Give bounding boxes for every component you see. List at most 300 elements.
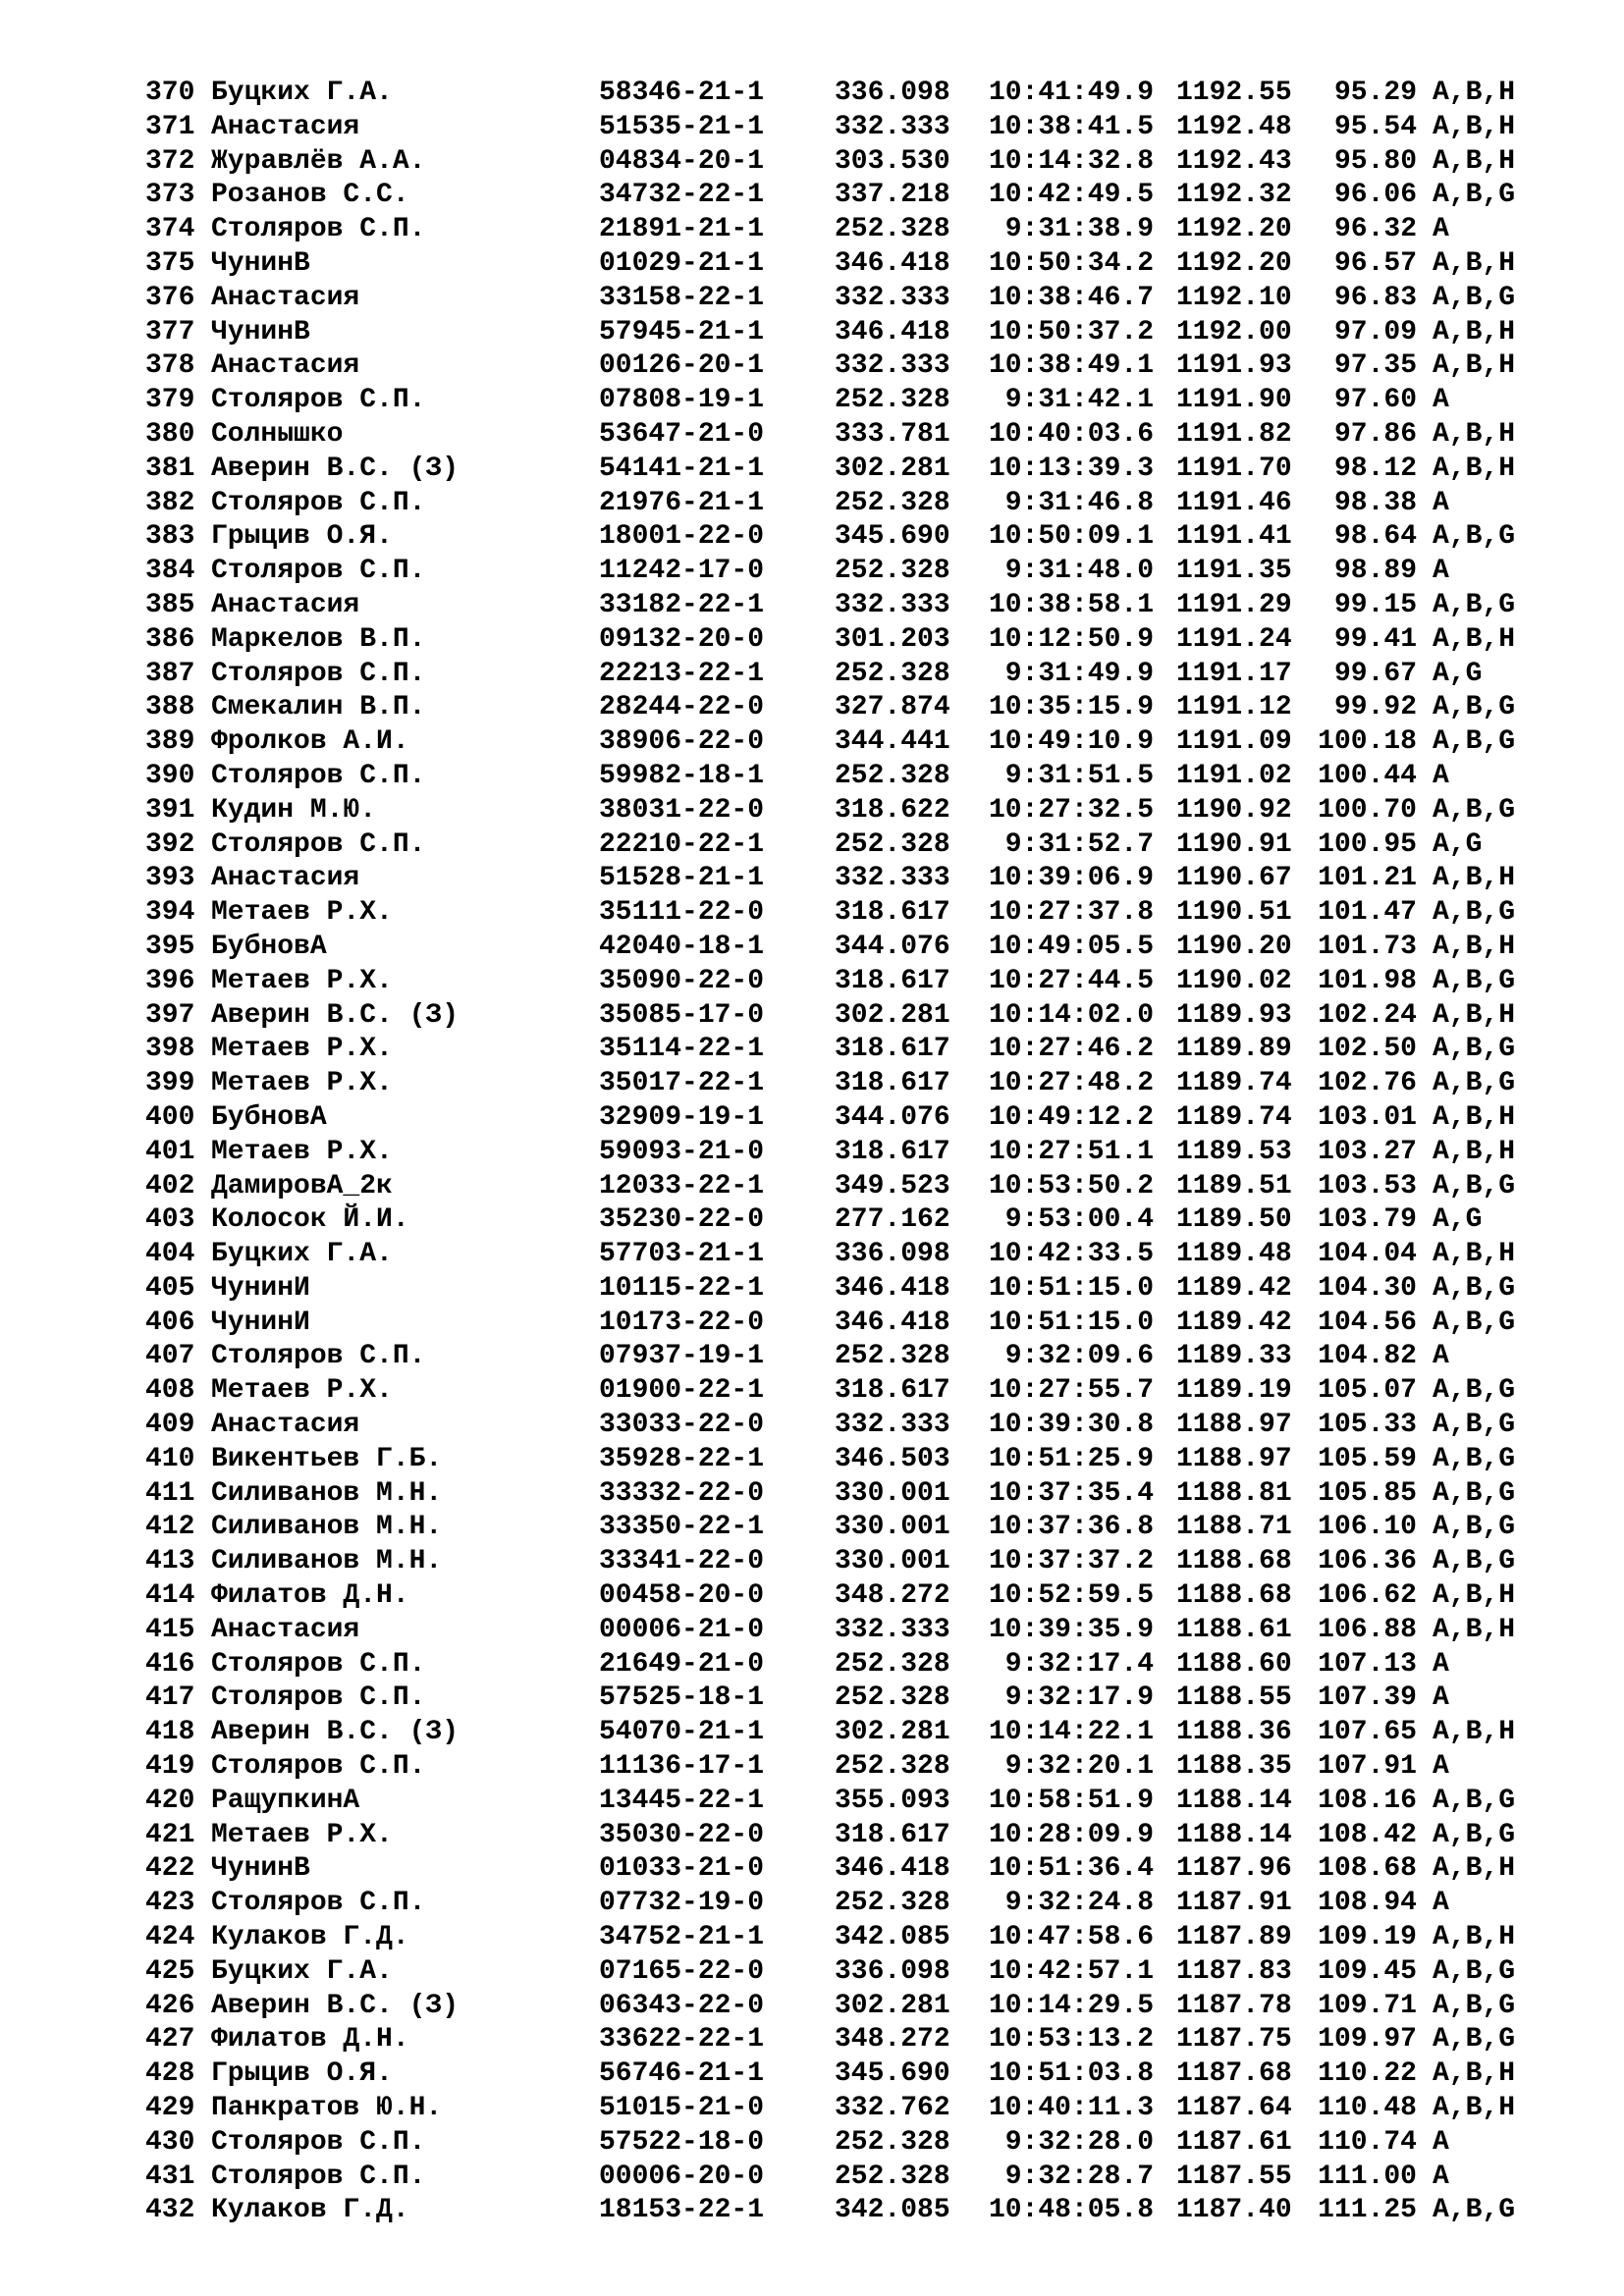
percent: 110.22 bbox=[1318, 2058, 1417, 2090]
arrival-time: 10:40:11.3 bbox=[988, 2093, 1154, 2124]
percent: 109.71 bbox=[1318, 1990, 1417, 2021]
arrival-time: 10:49:12.2 bbox=[988, 1101, 1154, 1133]
fancier-name: Грыцив О.Я. bbox=[211, 521, 393, 553]
speed: 1191.46 bbox=[1176, 487, 1292, 518]
place-number: 374 bbox=[145, 214, 195, 245]
arrival-time: 10:42:57.1 bbox=[988, 1955, 1154, 1987]
arrival-time: 10:27:48.2 bbox=[988, 1068, 1154, 1099]
category-flags: A,B,H bbox=[1433, 1614, 1516, 1645]
distance: 348.272 bbox=[835, 2024, 950, 2056]
speed: 1192.00 bbox=[1176, 316, 1292, 347]
fancier-name: Силиванов М.Н. bbox=[211, 1512, 443, 1543]
place-number: 428 bbox=[145, 2058, 195, 2090]
distance: 301.203 bbox=[835, 623, 950, 655]
place-number: 370 bbox=[145, 78, 195, 108]
distance: 349.523 bbox=[835, 1170, 950, 1201]
category-flags: A,B,G bbox=[1433, 1477, 1516, 1509]
fancier-name: Столяров С.П. bbox=[211, 385, 426, 416]
arrival-time: 10:53:13.2 bbox=[988, 2024, 1154, 2056]
category-flags: A,B,H bbox=[1433, 453, 1516, 484]
arrival-time: 10:38:58.1 bbox=[988, 589, 1154, 620]
arrival-time: 10:53:50.2 bbox=[988, 1170, 1154, 1201]
category-flags: A,B,H bbox=[1433, 247, 1516, 279]
ring-number: 57522-18-0 bbox=[599, 2126, 765, 2158]
arrival-time: 9:32:09.6 bbox=[1004, 1341, 1154, 1372]
category-flags: A,B,H bbox=[1433, 1853, 1516, 1885]
distance: 252.328 bbox=[835, 1648, 950, 1680]
speed: 1189.74 bbox=[1176, 1068, 1292, 1099]
speed: 1188.60 bbox=[1176, 1648, 1292, 1680]
percent: 103.27 bbox=[1318, 1136, 1417, 1167]
table-row bbox=[145, 1511, 1579, 1545]
fancier-name: Панкратов Ю.Н. bbox=[211, 2093, 443, 2124]
speed: 1192.55 bbox=[1176, 78, 1292, 108]
category-flags: A,B,G bbox=[1433, 1955, 1516, 1987]
table-row bbox=[145, 453, 1579, 487]
fancier-name: Столяров С.П. bbox=[211, 1751, 426, 1783]
percent: 108.16 bbox=[1318, 1785, 1417, 1816]
ring-number: 21891-21-1 bbox=[599, 214, 765, 245]
speed: 1187.83 bbox=[1176, 1955, 1292, 1987]
fancier-name: Маркелов В.П. bbox=[211, 623, 426, 655]
arrival-time: 10:14:02.0 bbox=[988, 999, 1154, 1031]
ring-number: 18001-22-0 bbox=[599, 521, 765, 553]
ring-number: 35230-22-0 bbox=[599, 1204, 765, 1236]
table-row bbox=[145, 418, 1579, 453]
fancier-name: Столяров С.П. bbox=[211, 760, 426, 791]
fancier-name: Метаев Р.Х. bbox=[211, 1375, 393, 1407]
fancier-name: Анастасия bbox=[211, 282, 360, 313]
distance: 346.418 bbox=[835, 1853, 950, 1885]
place-number: 390 bbox=[145, 760, 195, 791]
category-flags: A,B,H bbox=[1433, 111, 1516, 142]
place-number: 417 bbox=[145, 1682, 195, 1714]
category-flags: A,B,H bbox=[1433, 2093, 1516, 2124]
ring-number: 12033-22-1 bbox=[599, 1170, 765, 1201]
distance: 252.328 bbox=[835, 2126, 950, 2158]
table-row bbox=[145, 1340, 1579, 1374]
fancier-name: Метаев Р.Х. bbox=[211, 965, 393, 996]
percent: 96.57 bbox=[1333, 247, 1417, 279]
speed: 1188.97 bbox=[1176, 1410, 1292, 1441]
table-row bbox=[145, 316, 1579, 350]
speed: 1190.20 bbox=[1176, 931, 1292, 962]
distance: 318.622 bbox=[835, 794, 950, 826]
fancier-name: ЧунинВ bbox=[211, 247, 310, 279]
ring-number: 51015-21-0 bbox=[599, 2093, 765, 2124]
speed: 1191.29 bbox=[1176, 589, 1292, 620]
ring-number: 57525-18-1 bbox=[599, 1682, 765, 1714]
speed: 1187.40 bbox=[1176, 2195, 1292, 2226]
fancier-name: Буцких Г.А. bbox=[211, 1239, 393, 1270]
table-row bbox=[145, 2092, 1579, 2126]
category-flags: A,B,H bbox=[1433, 863, 1516, 894]
table-row bbox=[145, 282, 1579, 316]
percent: 96.32 bbox=[1333, 214, 1417, 245]
place-number: 396 bbox=[145, 965, 195, 996]
table-row bbox=[145, 384, 1579, 418]
speed: 1188.14 bbox=[1176, 1819, 1292, 1850]
arrival-time: 10:52:59.5 bbox=[988, 1580, 1154, 1612]
distance: 330.001 bbox=[835, 1546, 950, 1577]
fancier-name: Столяров С.П. bbox=[211, 1648, 426, 1680]
category-flags: A,B,H bbox=[1433, 1136, 1516, 1167]
fancier-name: Метаев Р.Х. bbox=[211, 1034, 393, 1065]
table-row bbox=[145, 349, 1579, 384]
distance: 318.617 bbox=[835, 897, 950, 929]
distance: 252.328 bbox=[835, 214, 950, 245]
percent: 95.54 bbox=[1333, 111, 1417, 142]
speed: 1188.97 bbox=[1176, 1443, 1292, 1474]
distance: 346.418 bbox=[835, 1272, 950, 1304]
table-row bbox=[145, 1067, 1579, 1101]
arrival-time: 10:38:49.1 bbox=[988, 350, 1154, 382]
table-row bbox=[145, 1955, 1579, 1990]
category-flags: A bbox=[1433, 385, 1449, 416]
distance: 318.617 bbox=[835, 1034, 950, 1065]
speed: 1187.61 bbox=[1176, 2126, 1292, 2158]
fancier-name: Грыцив О.Я. bbox=[211, 2058, 393, 2090]
table-row bbox=[145, 213, 1579, 247]
fancier-name: Колосок Й.И. bbox=[211, 1204, 409, 1236]
ring-number: 56746-21-1 bbox=[599, 2058, 765, 2090]
category-flags: A,B,G bbox=[1433, 521, 1516, 553]
place-number: 393 bbox=[145, 863, 195, 894]
distance: 302.281 bbox=[835, 1990, 950, 2021]
ring-number: 51528-21-1 bbox=[599, 863, 765, 894]
fancier-name: БубновА bbox=[211, 1101, 327, 1133]
arrival-time: 10:27:51.1 bbox=[988, 1136, 1154, 1167]
ring-number: 33033-22-0 bbox=[599, 1410, 765, 1441]
place-number: 387 bbox=[145, 658, 195, 689]
place-number: 430 bbox=[145, 2126, 195, 2158]
category-flags: A,B,G bbox=[1433, 2024, 1516, 2056]
arrival-time: 10:51:36.4 bbox=[988, 1853, 1154, 1885]
percent: 101.98 bbox=[1318, 965, 1417, 996]
ring-number: 35030-22-0 bbox=[599, 1819, 765, 1850]
ring-number: 33158-22-1 bbox=[599, 282, 765, 313]
percent: 107.13 bbox=[1318, 1648, 1417, 1680]
table-row bbox=[145, 2057, 1579, 2092]
table-row bbox=[145, 520, 1579, 555]
arrival-time: 10:48:05.8 bbox=[988, 2195, 1154, 2226]
percent: 96.06 bbox=[1333, 180, 1417, 211]
arrival-time: 10:50:37.2 bbox=[988, 316, 1154, 347]
table-row bbox=[145, 658, 1579, 692]
category-flags: A,B,H bbox=[1433, 1101, 1516, 1133]
table-row bbox=[145, 862, 1579, 896]
table-row bbox=[145, 555, 1579, 589]
category-flags: A,B,G bbox=[1433, 1068, 1516, 1099]
ring-number: 01900-22-1 bbox=[599, 1375, 765, 1407]
category-flags: A,B,G bbox=[1433, 692, 1516, 723]
place-number: 415 bbox=[145, 1614, 195, 1645]
speed: 1189.33 bbox=[1176, 1341, 1292, 1372]
place-number: 423 bbox=[145, 1888, 195, 1919]
arrival-time: 9:53:00.4 bbox=[1004, 1204, 1154, 1236]
fancier-name: Столяров С.П. bbox=[211, 1341, 426, 1372]
table-row bbox=[145, 1921, 1579, 1955]
ring-number: 00006-21-0 bbox=[599, 1614, 765, 1645]
distance: 336.098 bbox=[835, 1955, 950, 1987]
fancier-name: Филатов Д.Н. bbox=[211, 2024, 409, 2056]
place-number: 424 bbox=[145, 1922, 195, 1953]
category-flags: A bbox=[1433, 1648, 1449, 1680]
percent: 107.65 bbox=[1318, 1717, 1417, 1748]
distance: 332.333 bbox=[835, 589, 950, 620]
table-row bbox=[145, 1033, 1579, 1067]
place-number: 373 bbox=[145, 180, 195, 211]
fancier-name: Столяров С.П. bbox=[211, 828, 426, 860]
table-row bbox=[145, 965, 1579, 999]
distance: 330.001 bbox=[835, 1512, 950, 1543]
speed: 1190.92 bbox=[1176, 794, 1292, 826]
ring-number: 10115-22-1 bbox=[599, 1272, 765, 1304]
place-number: 379 bbox=[145, 385, 195, 416]
ring-number: 38906-22-0 bbox=[599, 726, 765, 758]
table-row bbox=[145, 1136, 1579, 1170]
category-flags: A bbox=[1433, 1888, 1449, 1919]
speed: 1188.61 bbox=[1176, 1614, 1292, 1645]
arrival-time: 9:31:49.9 bbox=[1004, 658, 1154, 689]
table-row bbox=[145, 623, 1579, 658]
distance: 332.333 bbox=[835, 1410, 950, 1441]
category-flags: A,B,G bbox=[1433, 1410, 1516, 1441]
distance: 252.328 bbox=[835, 1682, 950, 1714]
distance: 348.272 bbox=[835, 1580, 950, 1612]
arrival-time: 10:40:03.6 bbox=[988, 418, 1154, 450]
speed: 1187.55 bbox=[1176, 2161, 1292, 2192]
percent: 104.04 bbox=[1318, 1239, 1417, 1270]
place-number: 409 bbox=[145, 1410, 195, 1441]
distance: 318.617 bbox=[835, 1819, 950, 1850]
table-row bbox=[145, 1819, 1579, 1853]
speed: 1189.19 bbox=[1176, 1375, 1292, 1407]
category-flags: A,B,G bbox=[1433, 589, 1516, 620]
fancier-name: Анастасия bbox=[211, 1614, 360, 1645]
fancier-name: ЧунинВ bbox=[211, 316, 310, 347]
category-flags: A,B,H bbox=[1433, 2058, 1516, 2090]
percent: 108.94 bbox=[1318, 1888, 1417, 1919]
percent: 102.76 bbox=[1318, 1068, 1417, 1099]
fancier-name: Солнышко bbox=[211, 418, 344, 450]
ring-number: 35085-17-0 bbox=[599, 999, 765, 1031]
speed: 1191.41 bbox=[1176, 521, 1292, 553]
category-flags: A,G bbox=[1433, 828, 1483, 860]
distance: 332.333 bbox=[835, 863, 950, 894]
category-flags: A,B,H bbox=[1433, 1239, 1516, 1270]
ring-number: 22213-22-1 bbox=[599, 658, 765, 689]
arrival-time: 9:31:42.1 bbox=[1004, 385, 1154, 416]
fancier-name: Смекалин В.П. bbox=[211, 692, 426, 723]
ring-number: 53647-21-0 bbox=[599, 418, 765, 450]
arrival-time: 9:32:17.4 bbox=[1004, 1648, 1154, 1680]
ring-number: 06343-22-0 bbox=[599, 1990, 765, 2021]
category-flags: A,B,H bbox=[1433, 350, 1516, 382]
table-row bbox=[145, 1750, 1579, 1785]
table-row bbox=[145, 179, 1579, 213]
fancier-name: Столяров С.П. bbox=[211, 1888, 426, 1919]
place-number: 419 bbox=[145, 1751, 195, 1783]
speed: 1189.51 bbox=[1176, 1170, 1292, 1201]
fancier-name: Столяров С.П. bbox=[211, 214, 426, 245]
table-row bbox=[145, 1716, 1579, 1750]
ring-number: 35928-22-1 bbox=[599, 1443, 765, 1474]
ring-number: 59093-21-0 bbox=[599, 1136, 765, 1167]
speed: 1187.78 bbox=[1176, 1990, 1292, 2021]
fancier-name: Анастасия bbox=[211, 1410, 360, 1441]
percent: 95.29 bbox=[1333, 78, 1417, 108]
place-number: 404 bbox=[145, 1239, 195, 1270]
percent: 109.97 bbox=[1318, 2024, 1417, 2056]
fancier-name: Столяров С.П. bbox=[211, 1682, 426, 1714]
place-number: 429 bbox=[145, 2093, 195, 2124]
category-flags: A,B,G bbox=[1433, 1546, 1516, 1577]
place-number: 416 bbox=[145, 1648, 195, 1680]
speed: 1188.14 bbox=[1176, 1785, 1292, 1816]
speed: 1189.89 bbox=[1176, 1034, 1292, 1065]
place-number: 411 bbox=[145, 1477, 195, 1509]
distance: 333.781 bbox=[835, 418, 950, 450]
speed: 1189.93 bbox=[1176, 999, 1292, 1031]
table-row bbox=[145, 487, 1579, 521]
fancier-name: Аверин В.С. (З) bbox=[211, 1717, 460, 1748]
arrival-time: 9:32:20.1 bbox=[1004, 1751, 1154, 1783]
percent: 100.95 bbox=[1318, 828, 1417, 860]
category-flags: A bbox=[1433, 1751, 1449, 1783]
category-flags: A,B,H bbox=[1433, 931, 1516, 962]
fancier-name: Метаев Р.Х. bbox=[211, 1136, 393, 1167]
arrival-time: 10:14:22.1 bbox=[988, 1717, 1154, 1748]
place-number: 427 bbox=[145, 2024, 195, 2056]
place-number: 391 bbox=[145, 794, 195, 826]
arrival-time: 10:51:15.0 bbox=[988, 1272, 1154, 1304]
arrival-time: 10:37:37.2 bbox=[988, 1546, 1154, 1577]
percent: 103.01 bbox=[1318, 1101, 1417, 1133]
distance: 346.418 bbox=[835, 316, 950, 347]
ring-number: 11242-17-0 bbox=[599, 556, 765, 587]
table-row bbox=[145, 1101, 1579, 1136]
percent: 104.30 bbox=[1318, 1272, 1417, 1304]
speed: 1190.91 bbox=[1176, 828, 1292, 860]
category-flags: A,B,H bbox=[1433, 1580, 1516, 1612]
category-flags: A,B,G bbox=[1433, 1307, 1516, 1338]
table-row bbox=[145, 2194, 1579, 2228]
speed: 1190.67 bbox=[1176, 863, 1292, 894]
distance: 252.328 bbox=[835, 385, 950, 416]
speed: 1191.90 bbox=[1176, 385, 1292, 416]
ring-number: 32909-19-1 bbox=[599, 1101, 765, 1133]
speed: 1187.96 bbox=[1176, 1853, 1292, 1885]
speed: 1191.24 bbox=[1176, 623, 1292, 655]
percent: 98.89 bbox=[1333, 556, 1417, 587]
percent: 106.10 bbox=[1318, 1512, 1417, 1543]
category-flags: A,B,G bbox=[1433, 1170, 1516, 1201]
percent: 103.79 bbox=[1318, 1204, 1417, 1236]
percent: 99.41 bbox=[1333, 623, 1417, 655]
arrival-time: 10:49:10.9 bbox=[988, 726, 1154, 758]
category-flags: A,G bbox=[1433, 1204, 1483, 1236]
place-number: 420 bbox=[145, 1785, 195, 1816]
ring-number: 35090-22-0 bbox=[599, 965, 765, 996]
arrival-time: 10:51:25.9 bbox=[988, 1443, 1154, 1474]
arrival-time: 9:32:24.8 bbox=[1004, 1888, 1154, 1919]
distance: 332.333 bbox=[835, 111, 950, 142]
percent: 99.92 bbox=[1333, 692, 1417, 723]
category-flags: A,G bbox=[1433, 658, 1483, 689]
distance: 332.333 bbox=[835, 350, 950, 382]
fancier-name: Анастасия bbox=[211, 589, 360, 620]
table-row bbox=[145, 1374, 1579, 1409]
fancier-name: Анастасия bbox=[211, 863, 360, 894]
speed: 1188.35 bbox=[1176, 1751, 1292, 1783]
category-flags: A,B,G bbox=[1433, 897, 1516, 929]
place-number: 398 bbox=[145, 1034, 195, 1065]
speed: 1189.42 bbox=[1176, 1272, 1292, 1304]
speed: 1192.32 bbox=[1176, 180, 1292, 211]
category-flags: A,B,G bbox=[1433, 794, 1516, 826]
ring-number: 57703-21-1 bbox=[599, 1239, 765, 1270]
speed: 1187.89 bbox=[1176, 1922, 1292, 1953]
category-flags: A bbox=[1433, 760, 1449, 791]
fancier-name: Аверин В.С. (З) bbox=[211, 453, 460, 484]
category-flags: A,B,H bbox=[1433, 623, 1516, 655]
table-row bbox=[145, 1477, 1579, 1512]
category-flags: A,B,G bbox=[1433, 965, 1516, 996]
ring-number: 59982-18-1 bbox=[599, 760, 765, 791]
distance: 337.218 bbox=[835, 180, 950, 211]
category-flags: A,B,G bbox=[1433, 2195, 1516, 2226]
fancier-name: Журавлёв А.А. bbox=[211, 145, 426, 177]
speed: 1192.48 bbox=[1176, 111, 1292, 142]
place-number: 383 bbox=[145, 521, 195, 553]
ring-number: 35017-22-1 bbox=[599, 1068, 765, 1099]
place-number: 403 bbox=[145, 1204, 195, 1236]
ring-number: 13445-22-1 bbox=[599, 1785, 765, 1816]
distance: 302.281 bbox=[835, 1717, 950, 1748]
percent: 110.74 bbox=[1318, 2126, 1417, 2158]
arrival-time: 10:41:49.9 bbox=[988, 78, 1154, 108]
arrival-time: 10:14:29.5 bbox=[988, 1990, 1154, 2021]
category-flags: A bbox=[1433, 556, 1449, 587]
distance: 252.328 bbox=[835, 2161, 950, 2192]
distance: 330.001 bbox=[835, 1477, 950, 1509]
arrival-time: 9:31:51.5 bbox=[1004, 760, 1154, 791]
distance: 344.076 bbox=[835, 931, 950, 962]
arrival-time: 10:49:05.5 bbox=[988, 931, 1154, 962]
ring-number: 51535-21-1 bbox=[599, 111, 765, 142]
arrival-time: 10:13:39.3 bbox=[988, 453, 1154, 484]
fancier-name: Анастасия bbox=[211, 111, 360, 142]
ring-number: 57945-21-1 bbox=[599, 316, 765, 347]
percent: 105.85 bbox=[1318, 1477, 1417, 1509]
speed: 1192.43 bbox=[1176, 145, 1292, 177]
place-number: 377 bbox=[145, 316, 195, 347]
table-row bbox=[145, 2161, 1579, 2195]
table-row bbox=[145, 2126, 1579, 2161]
percent: 102.50 bbox=[1318, 1034, 1417, 1065]
table-row bbox=[145, 247, 1579, 282]
speed: 1187.91 bbox=[1176, 1888, 1292, 1919]
place-number: 384 bbox=[145, 556, 195, 587]
fancier-name: Кулаков Г.Д. bbox=[211, 2195, 409, 2226]
percent: 99.67 bbox=[1333, 658, 1417, 689]
table-row bbox=[145, 1990, 1579, 2024]
category-flags: A,B,G bbox=[1433, 1034, 1516, 1065]
percent: 105.33 bbox=[1318, 1410, 1417, 1441]
table-row bbox=[145, 1238, 1579, 1272]
category-flags: A,B,H bbox=[1433, 316, 1516, 347]
